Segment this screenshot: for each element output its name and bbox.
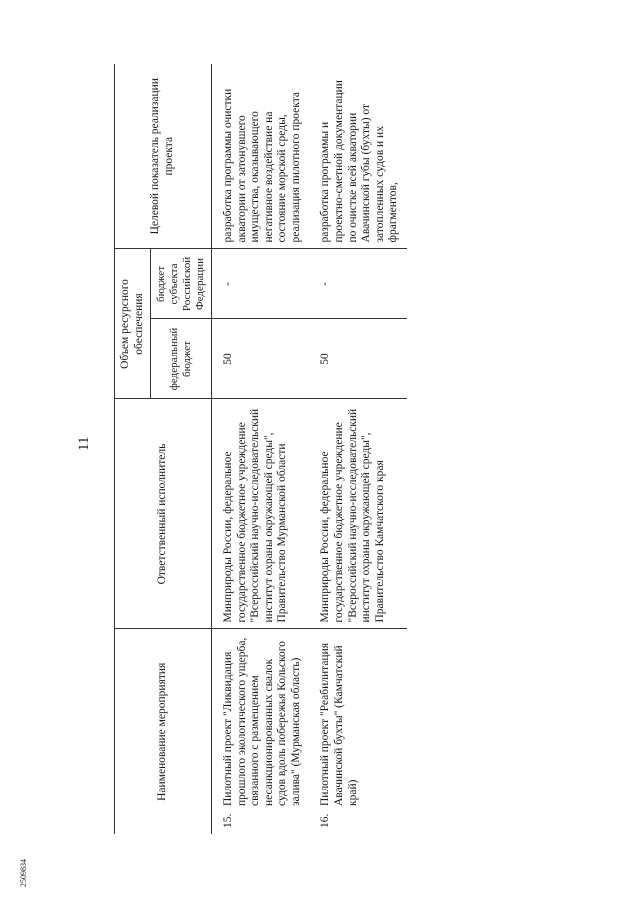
header-resources: Объем ресурсного обеспечения: [115, 249, 151, 399]
row-target: разработка программы и проектно-сметной документации по очистке всей акватории Авачинской губы (бухты) от затопленных судов и их фрагментов,: [319, 80, 400, 243]
header-target: Целевой показатель реализации проекта: [115, 64, 212, 249]
row-name: Пилотный проект "Реабилитация Авачинской бухты" (Камчатский край): [319, 642, 359, 806]
header-name: Наименование мероприятия: [115, 629, 212, 834]
row-number: 15.: [222, 813, 234, 828]
table-header-row: [115, 64, 151, 834]
row-regional-budget: -: [212, 249, 310, 319]
measures-table: [114, 64, 407, 834]
header-regional-budget: бюджет субъекта Российской Федерации: [151, 249, 212, 319]
table-row: [309, 64, 406, 834]
row-federal-budget: 50: [212, 319, 310, 399]
row-federal-budget: 50: [309, 319, 406, 399]
row-regional-budget: -: [309, 249, 406, 319]
row-executor: Минприроды России, федеральное государственное бюджетное учреждение "Всероссийский научно-исследовательский институт охраны окружающей среды", Правительство Мурманской области: [212, 399, 310, 629]
row-name: Пилотный проект "Ликвидация прошлого экологического ущерба, связанного с размещением несанкционированных свалок судов вдоль побережья Кольского залива" (Мурманская область): [222, 637, 302, 806]
page-number: 11: [76, 436, 92, 451]
row-executor: Минприроды России, федеральное государственное бюджетное учреждение "Всероссийский научно-исследовательский институт охраны окружающей среды", Правительство Камчатского края: [309, 399, 406, 629]
row-name-cell: [309, 629, 406, 834]
row-name-cell: [212, 629, 310, 834]
rotated-page: [48, 64, 628, 834]
row-target: разработка программы очистки акватории от затонувшего имущества, оказывающего негативное воздействие на состояние морской среды, реализация пилотного проекта: [222, 88, 302, 243]
table-row: [212, 64, 310, 834]
row-number: 16.: [319, 813, 332, 828]
header-executor: Ответственный исполнитель: [115, 399, 212, 629]
header-federal-budget: федеральный бюджет: [151, 319, 212, 399]
document-code: 2509834: [19, 859, 28, 887]
